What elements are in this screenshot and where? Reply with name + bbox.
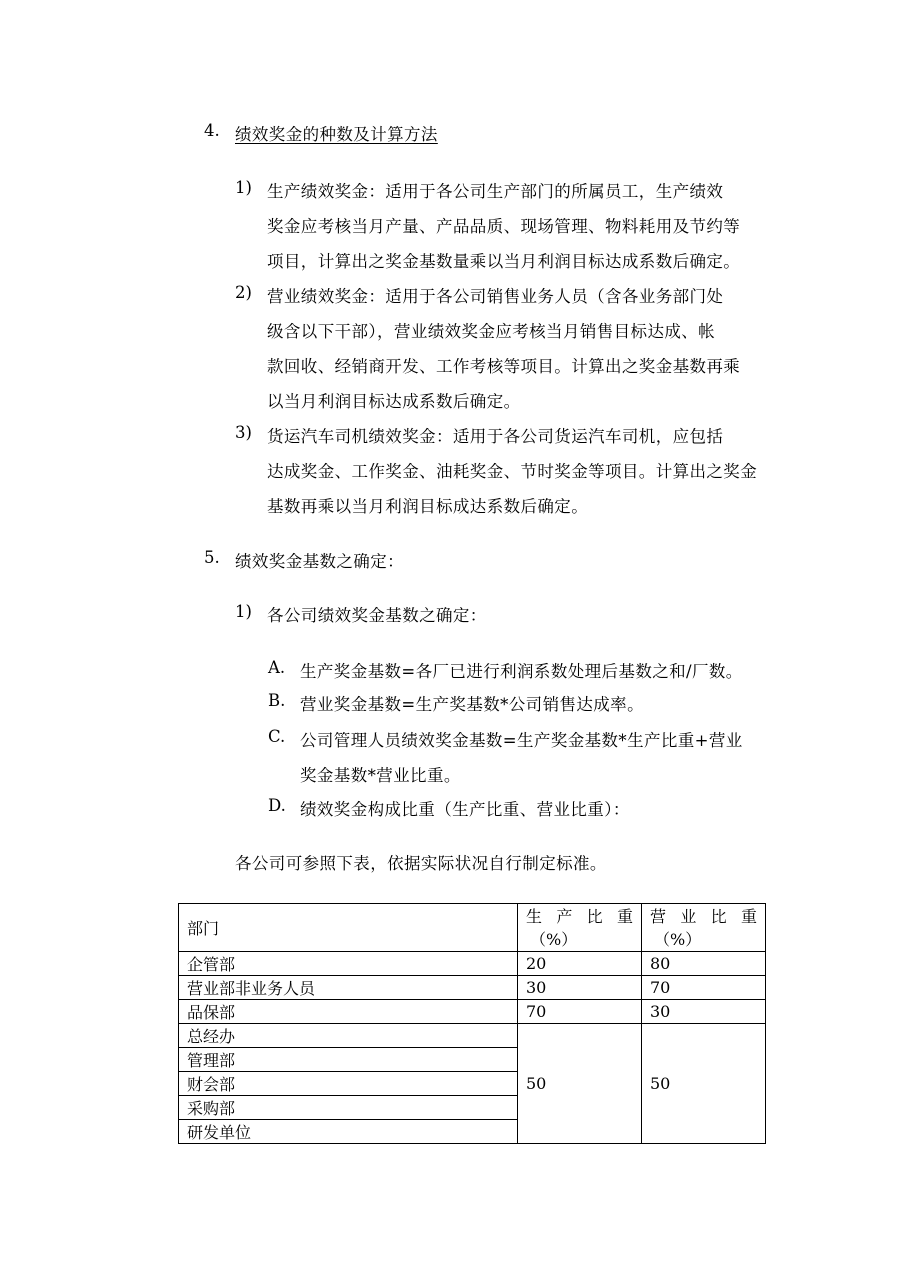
sales-cell: 70 xyxy=(642,976,766,1000)
item-text-line: 货运汽车司机绩效奖金：适用于各公司货运汽车司机，应包括 xyxy=(267,427,724,446)
header-production-label: 生 产 比 重 xyxy=(526,907,633,926)
sales-cell: 30 xyxy=(642,1000,766,1024)
dept-cell: 品保部 xyxy=(179,1000,518,1024)
section-4-number: 4. xyxy=(204,121,220,140)
item-text-line: 奖金应考核当月产量、产品品质、现场管理、物料耗用及节约等 xyxy=(267,217,741,236)
dept-cell: 管理部 xyxy=(179,1048,518,1072)
table-row xyxy=(179,952,766,976)
item-text-line: 达成奖金、工作奖金、油耗奖金、节时奖金等项目。计算出之奖金 xyxy=(267,462,758,481)
sales-group-cell: 50 xyxy=(642,1024,766,1144)
item-text-line: 以当月利润目标达成系数后确定。 xyxy=(267,392,521,411)
table-header-row xyxy=(179,904,766,952)
table-row xyxy=(179,976,766,1000)
item-text-line: 项目，计算出之奖金基数量乘以当月利润目标达成系数后确定。 xyxy=(267,252,741,271)
ratio-table xyxy=(178,903,766,1144)
production-cell: 30 xyxy=(518,976,642,1000)
dept-cell: 总经办 xyxy=(179,1024,518,1048)
sales-cell: 80 xyxy=(642,952,766,976)
section-5-title: 绩效奖金基数之确定： xyxy=(235,552,404,571)
item-text-line: 级含以下干部），营业绩效奖金应考核当月销售目标达成、帐 xyxy=(267,322,716,341)
header-production xyxy=(518,904,642,952)
section-5-number: 5. xyxy=(204,548,220,567)
item-text-line: 基数再乘以当月利润目标成达系数后确定。 xyxy=(267,497,589,516)
section-4-title: 绩效奖金的种数及计算方法 xyxy=(235,125,438,144)
item-marker: 1) xyxy=(235,178,252,197)
header-dept: 部门 xyxy=(179,904,518,952)
dept-cell: 营业部非业务人员 xyxy=(179,976,518,1000)
production-cell: 20 xyxy=(518,952,642,976)
dept-cell: 企管部 xyxy=(179,952,518,976)
item-marker: 3) xyxy=(235,423,252,442)
item-text-line: 营业绩效奖金：适用于各公司销售业务人员（含各业务部门处 xyxy=(267,287,724,306)
header-production-unit: （%） xyxy=(530,930,578,949)
formula-marker: A. xyxy=(268,658,286,677)
formula-marker: B. xyxy=(268,691,286,710)
dept-cell: 财会部 xyxy=(179,1072,518,1096)
table-note: 各公司可参照下表，依据实际状况自行制定标准。 xyxy=(235,854,607,873)
formula-text: 公司管理人员绩效奖金基数=生产奖金基数*生产比重+营业 xyxy=(300,731,743,750)
item-text-line: 款回收、经销商开发、工作考核等项目。计算出之奖金基数再乘 xyxy=(267,357,741,376)
production-cell: 70 xyxy=(518,1000,642,1024)
item-text-line: 生产绩效奖金：适用于各公司生产部门的所属员工，生产绩效 xyxy=(267,182,724,201)
sub-item-title: 各公司绩效奖金基数之确定： xyxy=(267,606,487,625)
item-marker: 2) xyxy=(235,283,252,302)
table-row xyxy=(179,1000,766,1024)
header-sales-unit: （%） xyxy=(654,930,702,949)
formula-text: 生产奖金基数=各厂已进行利润系数处理后基数之和/厂数。 xyxy=(300,662,743,681)
header-sales-label: 营 业 比 重 xyxy=(650,907,757,926)
formula-marker: C. xyxy=(268,727,286,746)
formula-text: 奖金基数*营业比重。 xyxy=(300,766,461,785)
production-group-cell: 50 xyxy=(518,1024,642,1144)
header-sales xyxy=(642,904,766,952)
dept-cell: 研发单位 xyxy=(179,1120,518,1144)
table-row xyxy=(179,1024,766,1048)
sub-item-marker: 1) xyxy=(235,602,252,621)
formula-text: 绩效奖金构成比重（生产比重、营业比重）： xyxy=(300,800,630,819)
formula-marker: D. xyxy=(268,796,286,815)
dept-cell: 采购部 xyxy=(179,1096,518,1120)
formula-text: 营业奖金基数=生产奖基数*公司销售达成率。 xyxy=(300,695,644,714)
